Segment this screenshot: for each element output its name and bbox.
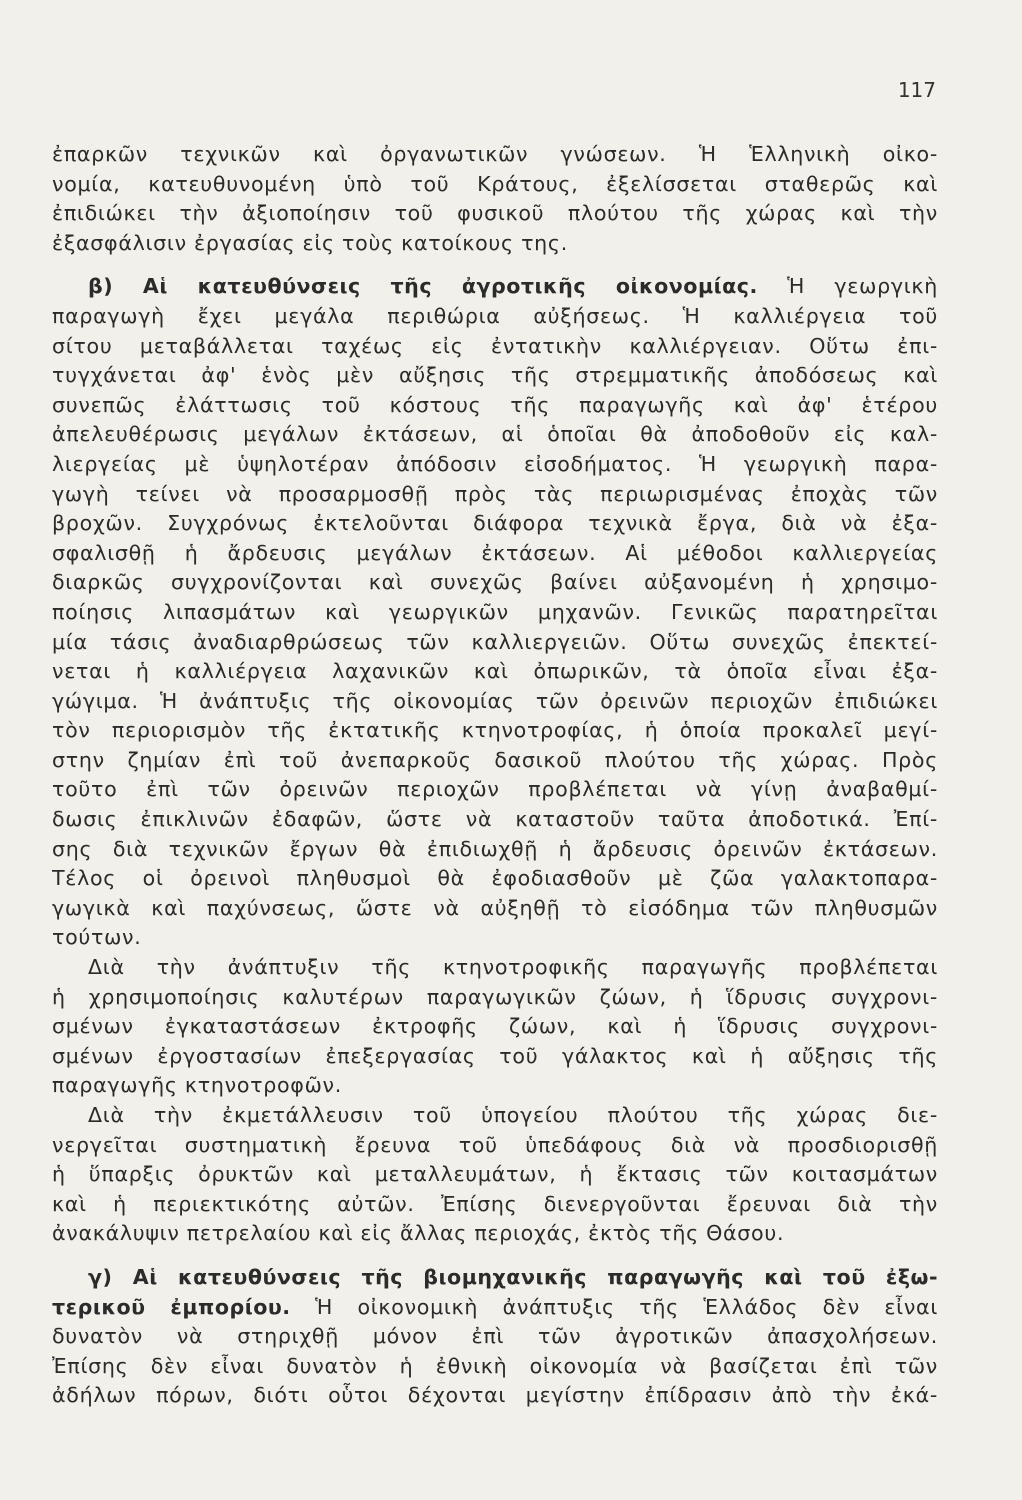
text-line: δυνατὸν νὰ στηριχθῇ μόνον ἐπὶ τῶν ἀγροτικῶν ἀπασχολήσεων. [52,1324,938,1349]
text-line: Τέλος οἱ ὀρεινοὶ πληθυσμοὶ θὰ ἐφοδιασθοῦν μὲ ζῶα γαλακτοπαρα- [52,866,938,891]
section-b-paragraph [52,272,938,953]
text-line: τυγχάνεται ἀφ' ἑνὸς μὲν αὔξησις τῆς στρεμματικῆς ἀποδόσεως καὶ [52,363,938,388]
text-line: Διὰ τὴν ἐκμετάλλευσιν τοῦ ὑπογείου πλούτου τῆς χώρας διε- [88,1103,938,1127]
text-line: διαρκῶς συγχρονίζονται καὶ συνεχῶς βαίνει αὐξανομένη ἡ χρησιμο- [52,570,938,595]
text-line: γωγικὰ καὶ παχύνσεως, ὥστε νὰ αὐξηθῇ τὸ εἰσόδημα τῶν πληθυσμῶν [52,895,938,920]
page-number: 117 [897,78,936,102]
text-line: ἀδήλων πόρων, διότι οὗτοι δέχονται μεγίστην ἐπίδρασιν ἀπὸ τὴν ἐκά- [52,1383,938,1408]
text-line: Ἐπίσης δὲν εἶναι δυνατὸν ἡ ἐθνικὴ οἰκονομία νὰ βασίζεται ἐπὶ τῶν [52,1353,938,1378]
text-line: λιεργείας μὲ ὑψηλοτέραν ἀπόδοσιν εἰσοδήματος. Ἡ γεωργικὴ παρα- [52,451,938,476]
text-line: τὸν περιορισμὸν τῆς ἐκτατικῆς κτηνοτροφίας, ἡ ὁποία προκαλεῖ μεγί- [52,718,938,743]
text-line: νεται ἡ καλλιέργεια λαχανικῶν καὶ ὀπωρικῶν, τὰ ὁποῖα εἶναι ἐξα- [52,659,938,684]
text-line: στην ζημίαν ἐπὶ τοῦ ἀνεπαρκοῦς δασικοῦ πλούτου τῆς χώρας. Πρὸς [52,747,938,772]
section-b-heading: β) Αἱ κατευθύνσεις τῆς ἀγροτικῆς οἰκονομίας. [88,274,758,299]
text-line: σμένων ἐργοστασίων ἐπεξεργασίας τοῦ γάλακτος καὶ ἡ αὔξησις τῆς [52,1043,938,1068]
text-line: δωσις ἐπικλινῶν ἐδαφῶν, ὥστε νὰ καταστοῦν ταῦτα ἀποδοτικά. Ἐπί- [52,807,938,832]
section-c-heading-end: τερικοῦ ἐμπορίου. [52,1294,291,1319]
section-c-second-line [52,1293,938,1323]
text-line: νομία, κατευθυνομένη ὑπὸ τοῦ Κράτους, ἐξελίσσεται σταθερῶς καὶ [52,171,938,196]
text-line: σμένων ἐγκαταστάσεων ἐκτροφῆς ζώων, καὶ ἡ ἵδρυσις συγχρονι- [52,1014,938,1039]
text-line: ἡ χρησιμοποίησις καλυτέρων παραγωγικῶν ζώων, ἡ ἵδρυσις συγχρονι- [52,984,938,1009]
text-line: τούτων. [52,925,142,950]
text-line: ποίησις λιπασμάτων καὶ γεωργικῶν μηχανῶν. Γενικῶς παρατηρεῖται [52,599,938,624]
text-line: γωγὴ τείνει νὰ προσαρμοσθῇ πρὸς τὰς περιωρισμένας ἐποχὰς τῶν [52,481,938,506]
text-line: σίτου μεταβάλλεται ταχέως εἰς ἐντατικὴν καλλιέργειαν. Οὕτω ἐπι- [52,333,938,358]
section-c-second-line-rest: Ἡ οἰκονομικὴ ἀνάπτυξις τῆς Ἑλλάδος δὲν εἶναι [315,1294,938,1319]
text-line: ἀπελευθέρωσις μεγάλων ἐκτάσεων, αἱ ὁποῖαι θὰ ἀποδοθοῦν εἰς καλ- [52,422,938,447]
body-text [52,140,938,1411]
text-line: ἐξασφάλισιν ἐργασίας εἰς τοὺς κατοίκους της. [52,230,568,255]
text-line: παραγωγὴ ἔχει μεγάλα περιθώρια αὐξήσεως. Ἡ καλλιέργεια τοῦ [52,303,938,328]
text-line: καὶ ἡ περιεκτικότης αὐτῶν. Ἐπίσης διενεργοῦνται ἔρευναι διὰ τὴν [52,1191,938,1216]
text-line: νεργεῖται συστηματικὴ ἔρευνα τοῦ ὑπεδάφους διὰ νὰ προσδιορισθῇ [52,1132,938,1157]
intro-paragraph [52,140,938,258]
text-line: τοῦτο ἐπὶ τῶν ὀρεινῶν περιοχῶν προβλέπεται νὰ γίνῃ ἀναβαθμί- [52,777,938,802]
text-line: ἐπιδιώκει τὴν ἀξιοποίησιν τοῦ φυσικοῦ πλούτου τῆς χώρας καὶ τὴν [52,201,938,226]
text-line: Διὰ τὴν ἀνάπτυξιν τῆς κτηνοτροφικῆς παραγωγῆς προβλέπεται [88,955,938,980]
livestock-paragraph [52,953,938,1101]
section-c-heading: γ) Αἱ κατευθύνσεις τῆς βιομηχανικῆς παραγωγῆς καὶ τοῦ ἐξω- [88,1264,938,1289]
text-line: ἐπαρκῶν τεχνικῶν καὶ ὀργανωτικῶν γνώσεων. Ἡ Ἑλληνικὴ οἰκο- [52,142,938,166]
text-line: σφαλισθῇ ἡ ἄρδευσις μεγάλων ἐκτάσεων. Αἱ μέθοδοι καλλιεργείας [52,540,938,565]
text-line: μία τάσις ἀναδιαρθρώσεως τῶν καλλιεργειῶν. Οὕτω συνεχῶς ἐπεκτεί- [52,629,938,654]
text-line: γώγιμα. Ἡ ἀνάπτυξις τῆς οἰκονομίας τῶν ὀρεινῶν περιοχῶν ἐπιδιώκει [52,688,938,713]
text-line: συνεπῶς ἐλάττωσις τοῦ κόστους τῆς παραγωγῆς καὶ ἀφ' ἑτέρου [52,392,938,417]
text-line: σης διὰ τεχνικῶν ἔργων θὰ ἐπιδιωχθῇ ἡ ἄρδευσις ὀρεινῶν ἐκτάσεων. [52,836,938,861]
text-line: ἡ ὕπαρξις ὀρυκτῶν καὶ μεταλλευμάτων, ἡ ἔκτασις τῶν κοιτασμάτων [52,1162,938,1187]
section-c-paragraph [52,1263,938,1411]
section-b-first-line-rest: Ἡ γεωργικὴ [787,274,938,299]
text-line: βροχῶν. Συγχρόνως ἐκτελοῦνται διάφορα τεχνικὰ ἔργα, διὰ νὰ ἐξα- [52,511,938,536]
text-line: ἀνακάλυψιν πετρελαίου καὶ εἰς ἄλλας περιοχάς, ἐκτὸς τῆς Θάσου. [52,1221,785,1246]
text-line: παραγωγῆς κτηνοτροφῶν. [52,1073,342,1098]
minerals-paragraph [52,1101,938,1249]
section-b-first-line [52,272,938,302]
